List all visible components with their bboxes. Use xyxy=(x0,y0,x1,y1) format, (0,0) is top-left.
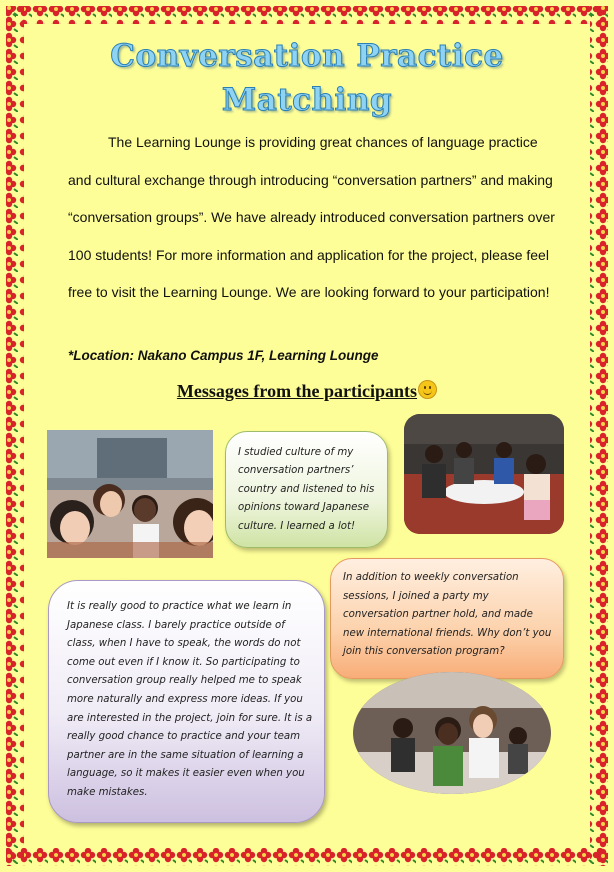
title-line-1: Conversation Practice xyxy=(110,38,504,74)
smiley-icon xyxy=(418,380,437,399)
location-text: *Location: Nakano Campus 1F, Learning Lounge xyxy=(68,348,379,363)
message-bubble-3: It is really good to practice what we learn in Japanese class. I barely practice outside of class, when I have to speak, the words do not come out even if I know it. So participating to conversation group really helped me to speak more naturally and express more ideas. If you are interested in the project, join for sure. It is a really good chance to practice and your team partner are in the same situation of learning a language, so it makes it easier even when you make mistakes. xyxy=(48,580,325,823)
photo-selfie-group xyxy=(47,430,213,558)
message-bubble-1: I studied culture of my conversation partners’ country and listened to his opinions toward Japanese culture. I learned a lot! xyxy=(225,431,388,548)
title-line-2: Matching xyxy=(221,82,393,118)
message-bubble-2: In addition to weekly conversation sessions, I joined a party my conversation partner hold, and made new international friends. Why don’t you join this conversation program? xyxy=(330,558,564,679)
photo-party xyxy=(353,672,551,794)
page-title xyxy=(0,34,614,122)
messages-heading xyxy=(0,380,614,402)
intro-text: The Learning Lounge is providing great chances of language practice and cultural exchange through introducing “conversation partners” and making “conversation groups”. We have already introduced conversation partners over 100 students! For more information and application for the project, please feel free to visit the Learning Lounge. We are looking forward to your participation! xyxy=(68,134,555,301)
intro-paragraph xyxy=(68,124,563,312)
photo-conversation-table xyxy=(404,414,564,534)
messages-heading-text: Messages from the participants xyxy=(176,381,418,401)
